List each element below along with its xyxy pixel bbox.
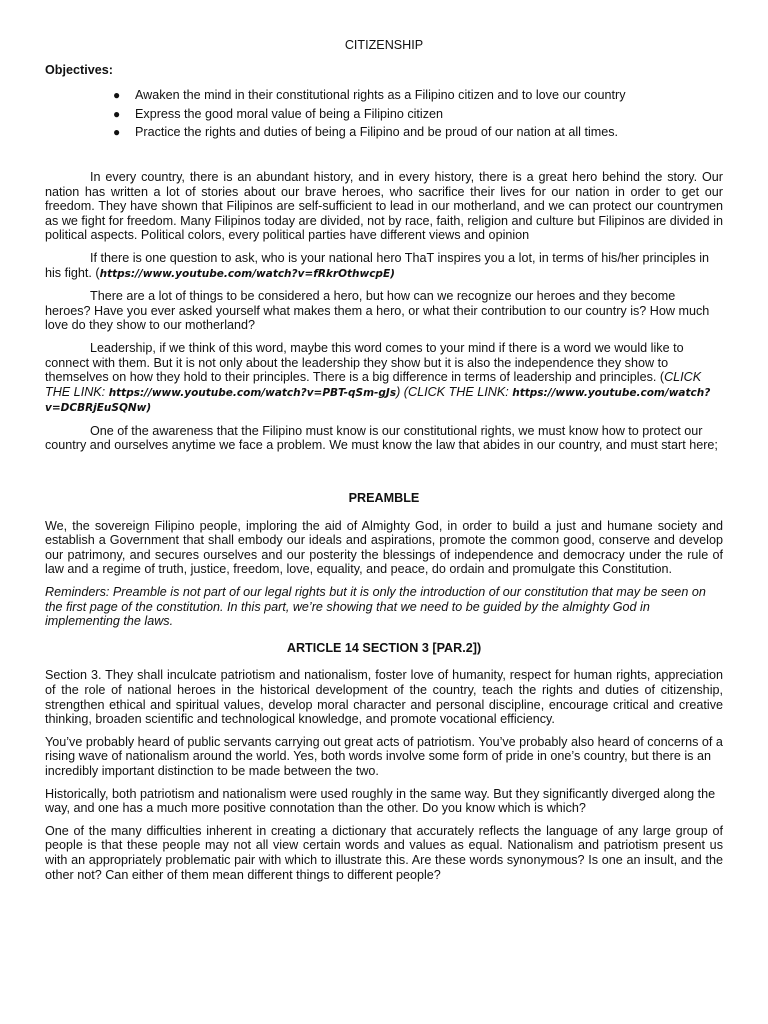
preamble-reminder: Reminders: Preamble is not part of our legal rights but it is only the introduction of our constitution that may be seen on the first page of the constitution. In this part, we’re showing that we need to be guided by the almighty God in implementing the laws. (45, 585, 706, 629)
awareness-paragraph: One of the awareness that the Filipino must know is our constitutional rights, we must know how to protect our country and ourselves anytime we face a problem. We must know the law that abides in our country, and must start here; (45, 423, 718, 453)
bullet-icon: ● (113, 88, 121, 103)
objective-item: ● Practice the rights and duties of being a Filipino and be proud of our nation at all times. (113, 125, 619, 140)
preamble-heading: PREAMBLE (348, 491, 420, 506)
youtube-link[interactable]: https://www.youtube.com/watch?v=DCBRjEuSQNw) (45, 386, 711, 415)
bullet-icon: ● (113, 125, 121, 140)
bullet-icon: ● (113, 106, 121, 121)
preamble-text: We, the sovereign Filipino people, imploring the aid of Almighty God, in order to build a just and humane society and establish a Government that shall embody our ideals and aspirations, promote the common good, conserve and develop our patrimony, and secures ourselves and our posterity the blessings of independence and democracy under the rule of law and a regime of truth, justice, freedom, love, equality, and peace, do ordain and promulgate this Constitution. (45, 518, 723, 577)
page-title: CITIZENSHIP (344, 38, 424, 52)
hero-consideration-paragraph: There are a lot of things to be considered a hero, but how can we recognize our heroes and they become heroes? Have you ever asked yourself what makes them a hero, or what their contribution to our country is? How much love do they show to our motherland? (45, 289, 710, 333)
patriotism-paragraph: You’ve probably heard of public servants carrying out great acts of patriotism. You’ve probably also heard of concerns of a rising wave of nationalism around the world. Yes, both words involve some form of pride in one’s country, but there is an incredibly important distinction to be made between the two. (45, 734, 723, 778)
article-section-text: Section 3. They shall inculcate patriotism and nationalism, foster love of humanity, respect for human rights, appreciation of the role of national heroes in the historical development of the country, teach the rights and duties of citizenship, strengthen ethical and spiritual values, develop moral character and personal discipline, encourage critical and creative thinking, broaden scientific and technological knowledge, and promote vocational efficiency. (45, 668, 723, 727)
youtube-link[interactable]: https://www.youtube.com/watch?v=PBT-qSm-gJs (108, 386, 397, 399)
youtube-link[interactable]: https://www.youtube.com/watch?v=fRkrOthwcpE) (99, 267, 395, 280)
hero-question-paragraph: If there is one question to ask, who is your national hero ThaT inspires you a lot, in terms of his/her principles in his fight. (https://www.youtube.com/watch?v=fRkrOthwcpE) (45, 250, 710, 280)
article-heading: ARTICLE 14 SECTION 3 [PAR.2]) (286, 640, 482, 655)
section-spacer (45, 461, 723, 491)
objective-item: ● Express the good moral value of being a Filipino citizen (113, 106, 444, 121)
click-link-label: CLICK THE LINK: (45, 370, 702, 399)
objective-item: ● Awaken the mind in their constitutional rights as a Filipino citizen and to love our country (113, 88, 626, 103)
leadership-paragraph: Leadership, if we think of this word, maybe this word comes to your mind if there is a word we would like to connect with them. But it is not only about the leadership they show but it is also the independence they show to themselves on how they hold to their principles. There is a big difference in terms of leadership and principles. (CLICK THE LINK: https://www.youtube.com/watch?v=PBT-qSm-gJs) (CLICK THE LINK: https://www.youtube.com/watch?v=DCBRjEuSQNw) (45, 340, 711, 415)
objectives-list (45, 88, 723, 140)
objectives-heading: Objectives: (45, 62, 113, 77)
intro-paragraph: In every country, there is an abundant history, and in every history, there is a great hero behind the story. Our nation has written a lot of stories about our brave heroes, who sacrifice their lives for our nation in order to get our freedom. They have shown that Filipinos are self-sufficient to lead in our motherland, and we can protect our countrymen as we fight for freedom. Many Filipinos today are divided, not by race, faith, religion and culture but Filipinos are divided in political aspects. Political colors, every political parties have different views and opinion (45, 169, 723, 243)
history-paragraph: Historically, both patriotism and nationalism were used roughly in the same way. But they significantly diverged along the way, and one has a much more positive connotation than the other. Do you know which is which? (45, 786, 716, 816)
dictionary-paragraph: One of the many difficulties inherent in creating a dictionary that accurately reflects the language of any large group of people is that these people may not all view certain words and values as equal. Nationalism and patriotism present us with an appropriately problematic pair with which to illustrate this. Are these words synonymous? Is one an insult, and the other not? Can either of them mean different things to different people? (45, 823, 723, 882)
click-link-label: ) (CLICK THE LINK: (396, 384, 513, 399)
document-page (45, 38, 723, 890)
